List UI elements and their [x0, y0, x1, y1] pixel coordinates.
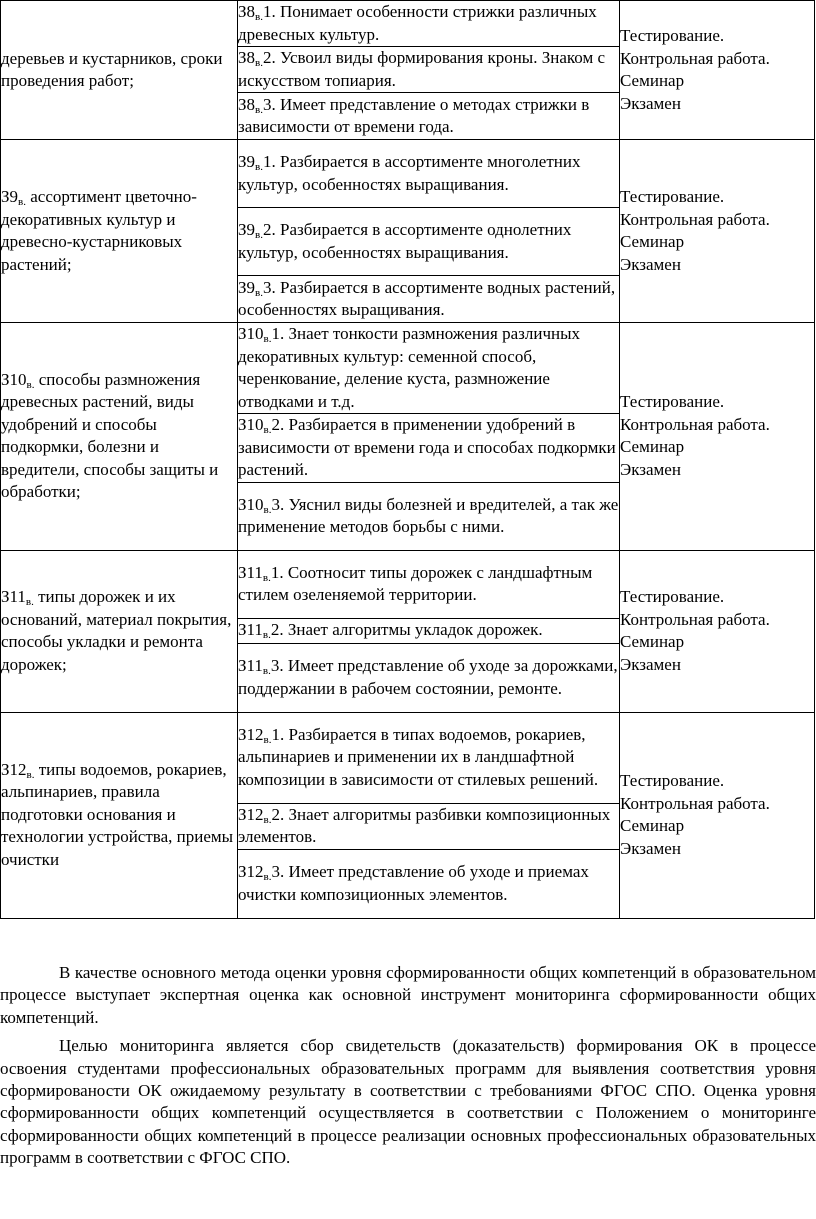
assessment-cell: Тестирование. Контрольная работа. Семинар Экзамен: [620, 1, 815, 140]
topic-text: $З11_{в.}$ типы дорожек и их оснований, материал покрытия, способы укладки и ремонта дорожек;: [1, 587, 232, 674]
table-row: [1, 1, 815, 47]
topic-cell: [1, 712, 238, 918]
criterion-cell: $З12_{в.}2$. Знает алгоритмы разбивки композиционных элементов.: [238, 803, 620, 849]
criterion-cell: $З12_{в.}3$. Имеет представление об уходе и приемах очистки композиционных элементов.: [238, 849, 620, 918]
table-row: [1, 712, 815, 803]
paragraph: В качестве основного метода оценки уровня сформированности общих компетенций в образовательном процессе выступает экспертная оценка как основной инструмент мониторинга сформированности общих компетенций.: [0, 963, 816, 1027]
criterion-cell: $З10_{в.}2$. Разбирается в применении удобрений в зависимости от времени года и способах подкормки растений.: [238, 414, 620, 483]
criterion-cell: $З12_{в.}1$. Разбирается в типах водоемов, рокариев, альпинариев и применении их в ландшафтной композиции в зависимости от стилевых решений.: [238, 712, 620, 803]
topic-text: $З12_{в.}$ типы водоемов, рокариев, альпинариев, правила подготовки основания и технологии устройства, приемы очистки: [1, 759, 234, 869]
criterion-cell: $З10_{в.}3$. Уяснил виды болезней и вредителей, а так же применение методов борьбы с ними.: [238, 482, 620, 550]
topic-cell: [1, 550, 238, 712]
criterion-cell: $З8_{в.}3$. Имеет представление о методах стрижки в зависимости от времени года.: [238, 93, 620, 140]
criterion-cell: $З9_{в.}1$. Разбирается в ассортименте многолетних культур, особенностях выращивания.: [238, 140, 620, 208]
criterion-cell: $З10_{в.}1$. Знает тонкости размножения различных декоративных культур: семенной способ, черенкование, деление куста, размножение отводками и т.д.: [238, 323, 620, 414]
topic-cell: [1, 140, 238, 323]
table-row: [1, 550, 815, 618]
criterion-cell: $З9_{в.}2$. Разбирается в ассортименте однолетних культур, особенностях выращивания.: [238, 208, 620, 276]
topic-text: $З10_{в.}$ способы размножения древесных растений, виды удобрений и способы подкормки, болезни и вредители, способы защиты и обработки;: [1, 369, 219, 502]
assessment-cell: Тестирование. Контрольная работа. Семинар Экзамен: [620, 712, 815, 918]
criterion-cell: $З9_{в.}3$. Разбирается в ассортименте водных растений, особенностях выращивания.: [238, 276, 620, 323]
paragraph: Целью мониторинга является сбор свидетельств (доказательств) формирования ОК в процессе освоения студентами профессиональных образовательных программ для выявления соответствия уровня сформированости ОК ожидаемому результату в соответствии с требованиями ФГОС СПО. Оценка уровня сформированности общих компетенций осуществляется в соответствии с Положением о мониторинге сформированности общих компетенций в процессе реализации основных профессиональных образовательных программ в соответствии с ФГОС СПО.: [0, 1036, 816, 1168]
assessment-cell: Тестирование. Контрольная работа. Семинар Экзамен: [620, 323, 815, 551]
criterion-cell: $З11_{в.}1$. Соотносит типы дорожек с ландшафтным стилем озеленяемой территории.: [238, 550, 620, 618]
topic-cell: [1, 323, 238, 551]
criterion-cell: $З11_{в.}2$. Знает алгоритмы укладок дорожек.: [238, 618, 620, 643]
criterion-cell: $З11_{в.}3$. Имеет представление об уходе за дорожками, поддержании в рабочем состоянии, ремонте.: [238, 643, 620, 712]
table-row: [1, 140, 815, 208]
topic-text: деревьев и кустарников, сроки проведения работ;: [1, 48, 223, 90]
criterion-cell: $З8_{в.}1$. Понимает особенности стрижки различных древесных культур.: [238, 1, 620, 47]
table-row: [1, 323, 815, 414]
body-text: [0, 962, 816, 1176]
topic-text: $З9_{в.}$ ассортимент цветочно-декоративных культур и древесно-кустарниковых растений;: [1, 187, 197, 274]
topic-cell: [1, 1, 238, 140]
criterion-cell: $З8_{в.}2$. Усвоил виды формирования кроны. Знаком с искусством топиария.: [238, 47, 620, 93]
assessment-cell: Тестирование. Контрольная работа. Семинар Экзамен: [620, 550, 815, 712]
assessment-cell: Тестирование. Контрольная работа. Семинар Экзамен: [620, 140, 815, 323]
